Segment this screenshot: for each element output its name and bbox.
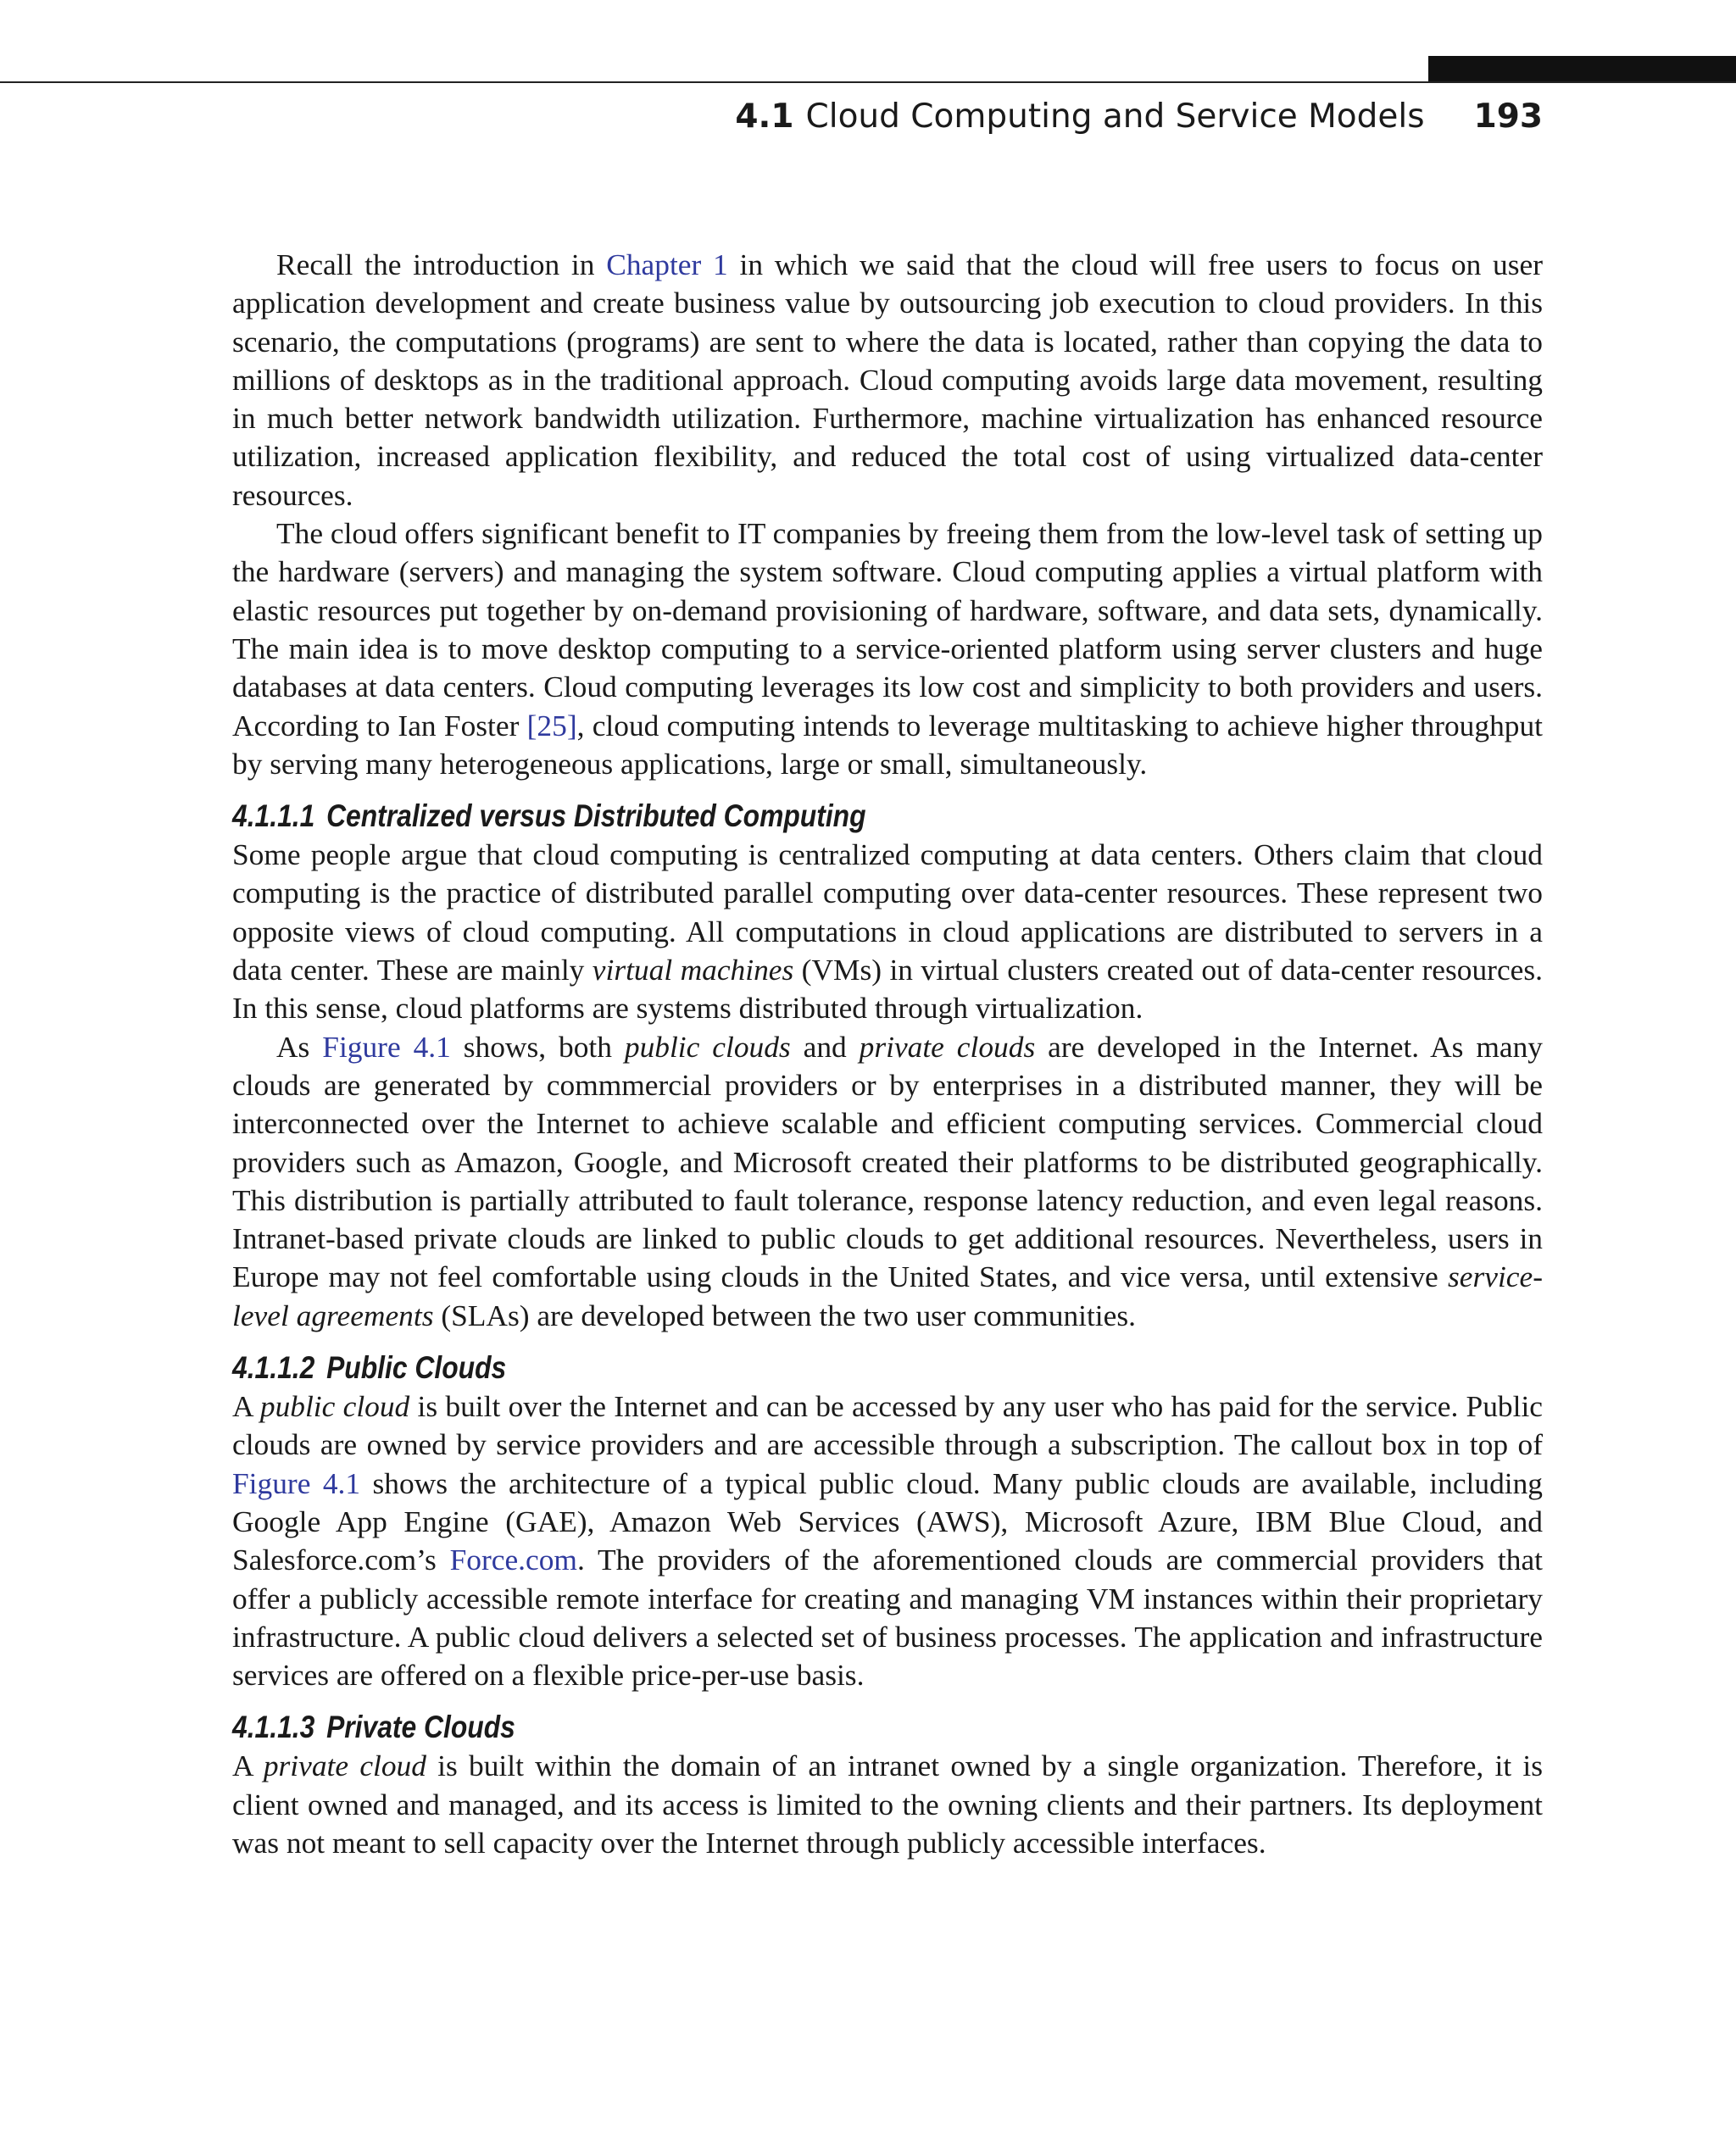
emphasis: service-level agreements [232,1260,1543,1332]
emphasis: private clouds [859,1029,1036,1064]
header-black-tab [1428,56,1736,83]
text-run: As [276,1029,323,1064]
section-heading-4-1-1-1 [232,796,1360,836]
text-run: (SLAs) are developed between the two user communities. [433,1298,1136,1332]
header-rule [0,81,1736,83]
text-run: A [232,1749,264,1783]
force-com-link[interactable]: Force.com [449,1543,577,1577]
section-title: Public Clouds [326,1350,507,1386]
emphasis: public cloud [259,1389,410,1424]
running-header [229,93,1543,141]
figure-4-1-link[interactable]: Figure 4.1 [322,1029,451,1064]
chapter-1-link[interactable]: Chapter 1 [606,247,728,281]
text-run: is built within the domain of an intranet owned by a single organization. Therefore, it is client owned and managed, and its access is limited to the owning clients and their partners. Its deployment was not meant to sell capacity over the Internet through publicly accessible interfaces. [232,1749,1543,1860]
section-number: 4.1.1.1 [232,798,315,834]
text-run: is built over the Internet and can be accessed by any user who has paid for the service. Public clouds are owned by service providers and are accessible through a subscription. The callout box in top of [232,1389,1544,1462]
emphasis: public clouds [624,1029,791,1064]
paragraph-4 [232,1028,1543,1335]
text-run: are developed in the Internet. As many clouds are generated by commmercial providers or by enterprises in a distributed manner, they will be interconnected over the Internet to achieve scalable and efficient computing services. Commercial cloud providers such as Amazon, Google, and Microsoft created their platforms to be distributed geographically. This distribution is partially attributed to fault tolerance, response latency reduction, and even legal reasons. Intranet-based private clouds are linked to public clouds to get additional resources. Nevertheless, users in Europe may not feel comfortable using clouds in the United States, and vice versa, until extensive [232,1029,1543,1294]
paragraph-2 [232,514,1543,783]
section-number: 4.1.1.2 [232,1350,315,1386]
main-text [232,246,1543,1862]
header-section-title: Cloud Computing and Service Models [805,97,1425,136]
section-title: Centralized versus Distributed Computing [326,798,866,834]
text-run: and [790,1029,860,1064]
paragraph-6 [232,1747,1543,1862]
text-run: shows the architecture of a typical public cloud. Many public clouds are available, including Google App Engine (GAE), Amazon Web Services (AWS), Microsoft Azure, IBM Blue Cloud, and Salesforce.com’s [232,1465,1543,1577]
header-section-number: 4.1 [735,97,794,136]
reference-25-link[interactable]: [25] [526,708,577,742]
figure-4-1-link[interactable]: Figure 4.1 [232,1465,361,1500]
paragraph-5 [232,1387,1543,1694]
text-run: Some people argue that cloud computing is centralized computing at data centers. Others claim that cloud computing is the practice of distributed parallel computing over data-center resources. These represent two opposite views of cloud computing. All computations in cloud applications are distributed to servers in a data center. These are mainly [232,837,1543,987]
section-number: 4.1.1.3 [232,1710,315,1745]
section-title: Private Clouds [326,1710,515,1745]
text-run: Recall the introduction in [276,247,607,281]
text-run: in which we said that the cloud will free users to focus on user application development and create business value by outsourcing job execution to cloud providers. In this scenario, the computations (programs) are sent to where the data is located, rather than copying the data to millions of desktops as in the traditional approach. Cloud computing avoids large data movement, resulting in much better network bandwidth utilization. Furthermore, machine virtualization has enhanced resource utilization, increased application flexibility, and reduced the total cost of using virtualized data-center resources. [232,247,1544,512]
text-run: (VMs) in virtual clusters created out of data-center resources. In this sense, cloud platforms are systems distributed through virtualization. [232,953,1543,1026]
paragraph-3 [232,836,1543,1027]
page-number: 193 [1473,97,1543,136]
paragraph-1 [232,246,1543,514]
emphasis: virtual machines [592,953,794,987]
text-run: . The providers of the aforementioned clouds are commercial providers that offer a publicly accessible remote interface for creating and managing VM instances within their proprietary infrastructure. A public cloud delivers a selected set of business processes. The application and infrastructure services are offered on a flexible price-per-use basis. [232,1543,1543,1693]
section-heading-4-1-1-2 [232,1348,1360,1387]
text-run: A [232,1389,260,1424]
text-run: , cloud computing intends to leverage multitasking to achieve higher throughput by serving many heterogeneous applications, large or small, simultaneously. [232,708,1543,781]
section-heading-4-1-1-3 [232,1707,1360,1747]
text-run: The cloud offers significant benefit to IT companies by freeing them from the low-level task of setting up the hardware (servers) and managing the system software. Cloud computing applies a virtual platform with elastic resources put together by on-demand provisioning of hardware, software, and data sets, dynamically. The main idea is to move desktop computing to a service-oriented platform using server clusters and huge databases at data centers. Cloud computing leverages its low cost and simplicity to both providers and users. According to Ian Foster [232,516,1543,742]
emphasis: private cloud [263,1749,426,1783]
text-run: shows, both [450,1029,625,1064]
